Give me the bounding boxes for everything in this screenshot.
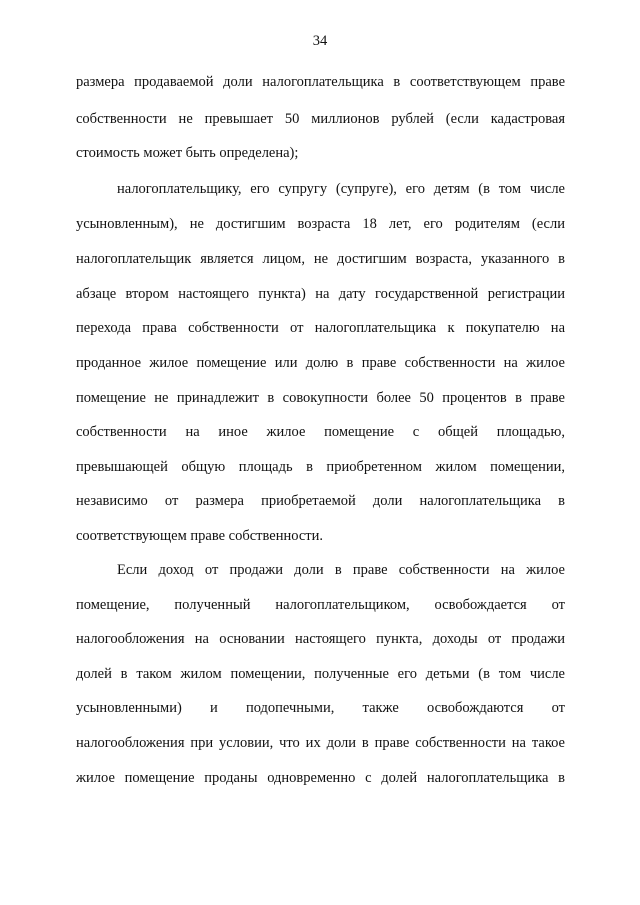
- text-line: усыновленными) и подопечными, также освобождаются от: [76, 700, 565, 716]
- text-line: налогоплательщик является лицом, не достигшим возраста, указанного в: [76, 251, 565, 267]
- text-line: налогоплательщику, его супругу (супруге), его детям (в том числе: [117, 181, 565, 197]
- text-line: налогообложения при условии, что их доли в праве собственности на такое: [76, 735, 565, 751]
- text-line: помещение не принадлежит в совокупности более 50 процентов в праве: [76, 390, 565, 406]
- text-line: абзаце втором настоящего пункта) на дату государственной регистрации: [76, 286, 565, 302]
- text-line: Если доход от продажи доли в праве собственности на жилое: [117, 562, 565, 578]
- page-number: 34: [312, 33, 328, 49]
- text-line: проданное жилое помещение или долю в праве собственности на жилое: [76, 355, 565, 371]
- text-line: перехода права собственности от налогоплательщика к покупателю на: [76, 320, 565, 336]
- text-line: помещение, полученный налогоплательщиком, освобождается от: [76, 597, 565, 613]
- text-line: жилое помещение проданы одновременно с долей налогоплательщика в: [76, 770, 565, 786]
- text-line: долей в таком жилом помещении, полученные его детьми (в том числе: [76, 666, 565, 682]
- text-line: стоимость может быть определена);: [76, 145, 299, 161]
- text-line: независимо от размера приобретаемой доли налогоплательщика в: [76, 493, 565, 509]
- text-line: налогообложения на основании настоящего пункта, доходы от продажи: [76, 631, 565, 647]
- text-line: соответствующем праве собственности.: [76, 528, 323, 544]
- text-line: собственности не превышает 50 миллионов рублей (если кадастровая: [76, 111, 565, 127]
- text-line: размера продаваемой доли налогоплательщика в соответствующем праве: [76, 74, 565, 90]
- text-line: превышающей общую площадь в приобретенном жилом помещении,: [76, 459, 565, 475]
- text-line: собственности на иное жилое помещение с общей площадью,: [76, 424, 565, 440]
- text-line: усыновленным), не достигшим возраста 18 лет, его родителям (если: [76, 216, 565, 232]
